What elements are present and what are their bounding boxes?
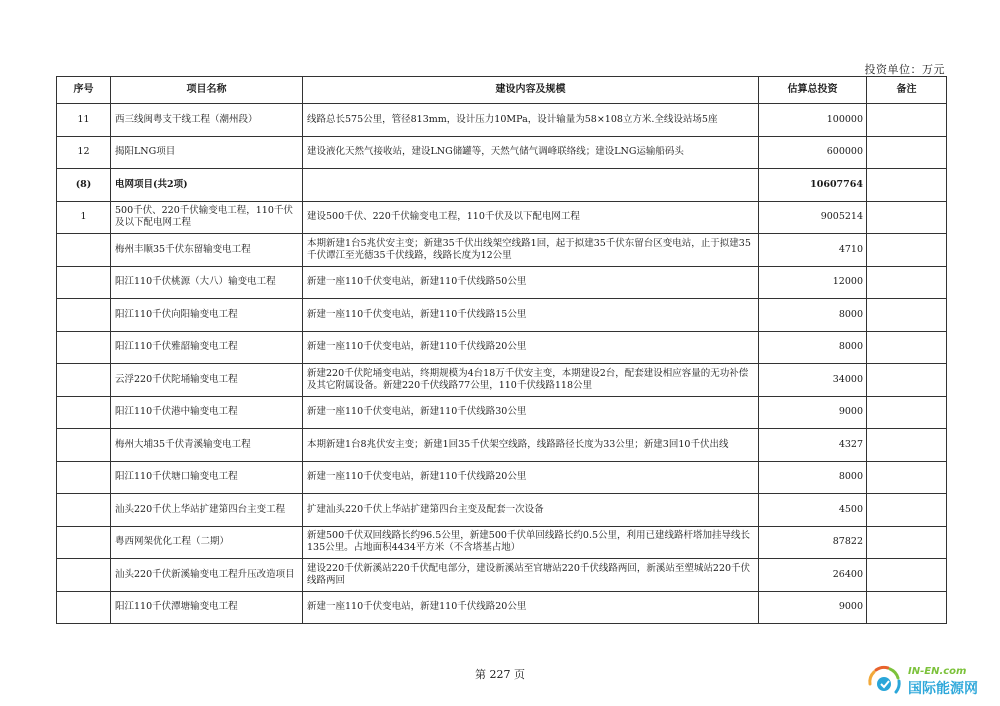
row-number [57,364,111,397]
project-amount: 4500 [759,494,867,527]
row-number [57,331,111,364]
sun-logo-icon [862,662,906,700]
row-number: 12 [57,136,111,169]
project-content [303,169,759,202]
logo-text-cn: 国际能源网 [908,681,978,697]
project-amount: 9005214 [759,201,867,234]
project-content: 建设220千伏新溪站220千伏配电部分，建设新溪站至官塘站220千伏线路两回，新溪站至塑城站220千伏线路两回 [303,559,759,592]
project-name: 梅州大埔35千伏青溪输变电工程 [111,429,303,462]
project-amount: 4327 [759,429,867,462]
project-amount: 26400 [759,559,867,592]
project-name: 西三线闽粤支干线工程（潮州段） [111,104,303,137]
project-content: 建设液化天然气接收站，建设LNG储罐等，天然气储气调峰联络线；建设LNG运输船码头 [303,136,759,169]
table-row [57,266,947,299]
project-note [867,331,947,364]
project-content: 线路总长575公里，管径813mm，设计压力10MPa，设计输量为58×108立方米.全线设站场5座 [303,104,759,137]
project-content: 新建一座110千伏变电站，新建110千伏线路20公里 [303,331,759,364]
table-row [57,104,947,137]
project-content: 本期新建1台5兆伏安主变；新建35千伏出线架空线路1回，起于拟建35千伏东留台区变电站，止于拟建35千伏谭江至光德35千伏线路，线路长度为12公里 [303,234,759,267]
header-note: 备注 [867,77,947,104]
table-row [57,201,947,234]
header-amount: 估算总投资 [759,77,867,104]
project-content: 新建一座110千伏变电站，新建110千伏线路20公里 [303,591,759,624]
table-row [57,429,947,462]
project-name: 阳江110千伏雅韶输变电工程 [111,331,303,364]
project-note [867,299,947,332]
table-row [57,559,947,592]
project-amount: 8000 [759,299,867,332]
project-note [867,591,947,624]
project-note [867,266,947,299]
table-row [57,494,947,527]
project-name: 阳江110千伏潭塘输变电工程 [111,591,303,624]
project-amount: 10607764 [759,169,867,202]
project-content: 新建一座110千伏变电站，新建110千伏线路15公里 [303,299,759,332]
project-amount: 87822 [759,526,867,559]
project-note [867,526,947,559]
table-row [57,591,947,624]
project-note [867,429,947,462]
table-row [57,331,947,364]
table-row [57,364,947,397]
row-number: 11 [57,104,111,137]
project-amount: 8000 [759,331,867,364]
project-amount: 8000 [759,461,867,494]
project-note [867,494,947,527]
row-number [57,461,111,494]
row-number [57,234,111,267]
project-amount: 100000 [759,104,867,137]
table-row [57,396,947,429]
table-row [57,169,947,202]
project-amount: 34000 [759,364,867,397]
project-content: 新建500千伏双回线路长约96.5公里，新建500千伏单回线路长约0.5公里，利用已建线路杆塔加挂导线长135公里。占地面积4434平方米（不含塔基占地） [303,526,759,559]
project-content: 新建220千伏陀埇变电站，终期规模为4台18万千伏安主变，本期建设2台，配套建设相应容量的无功补偿及其它附属设备。新建220千伏线路77公里，110千伏线路118公里 [303,364,759,397]
row-number [57,559,111,592]
table-row [57,234,947,267]
project-name: 阳江110千伏港中输变电工程 [111,396,303,429]
table-header-row [57,77,947,104]
project-name: 阳江110千伏向阳输变电工程 [111,299,303,332]
watermark-logo [862,662,992,700]
header-name: 项目名称 [111,77,303,104]
project-amount: 600000 [759,136,867,169]
project-content: 新建一座110千伏变电站，新建110千伏线路50公里 [303,266,759,299]
project-amount: 12000 [759,266,867,299]
project-name: 电网项目(共2项) [111,169,303,202]
project-note [867,201,947,234]
project-note [867,461,947,494]
project-name: 粤西网架优化工程（二期） [111,526,303,559]
row-number [57,299,111,332]
row-number [57,494,111,527]
row-number: (8) [57,169,111,202]
project-note [867,396,947,429]
project-content: 新建一座110千伏变电站，新建110千伏线路20公里 [303,461,759,494]
row-number: 1 [57,201,111,234]
logo-text-en: IN-EN.com [908,666,967,677]
project-amount: 9000 [759,591,867,624]
investment-unit-note: 投资单位：万元 [864,63,945,76]
row-number [57,526,111,559]
project-note [867,234,947,267]
project-name: 500千伏、220千伏输变电工程，110千伏及以下配电网工程 [111,201,303,234]
project-note [867,104,947,137]
project-content: 建设500千伏、220千伏输变电工程，110千伏及以下配电网工程 [303,201,759,234]
row-number [57,591,111,624]
row-number [57,429,111,462]
project-amount: 9000 [759,396,867,429]
table-row [57,461,947,494]
project-amount: 4710 [759,234,867,267]
row-number [57,266,111,299]
table-body [57,104,947,624]
project-name: 阳江110千伏桃源（大八）输变电工程 [111,266,303,299]
table-row [57,299,947,332]
project-name: 阳江110千伏塘口输变电工程 [111,461,303,494]
project-note [867,559,947,592]
project-note [867,169,947,202]
project-name: 云浮220千伏陀埇输变电工程 [111,364,303,397]
project-name: 汕头220千伏上华站扩建第四台主变工程 [111,494,303,527]
header-no: 序号 [57,77,111,104]
project-content: 新建一座110千伏变电站，新建110千伏线路30公里 [303,396,759,429]
project-table [56,76,947,624]
project-note [867,136,947,169]
page-number: 第 227 页 [475,668,525,681]
project-content: 本期新建1台8兆伏安主变；新建1回35千伏架空线路，线路路径长度为33公里；新建3回10千伏出线 [303,429,759,462]
project-name: 汕头220千伏新溪输变电工程升压改造项目 [111,559,303,592]
header-content: 建设内容及规模 [303,77,759,104]
table-row [57,526,947,559]
project-name: 梅州丰顺35千伏东留输变电工程 [111,234,303,267]
project-content: 扩建汕头220千伏上华站扩建第四台主变及配套一次设备 [303,494,759,527]
project-note [867,364,947,397]
row-number [57,396,111,429]
project-name: 揭阳LNG项目 [111,136,303,169]
table-row [57,136,947,169]
